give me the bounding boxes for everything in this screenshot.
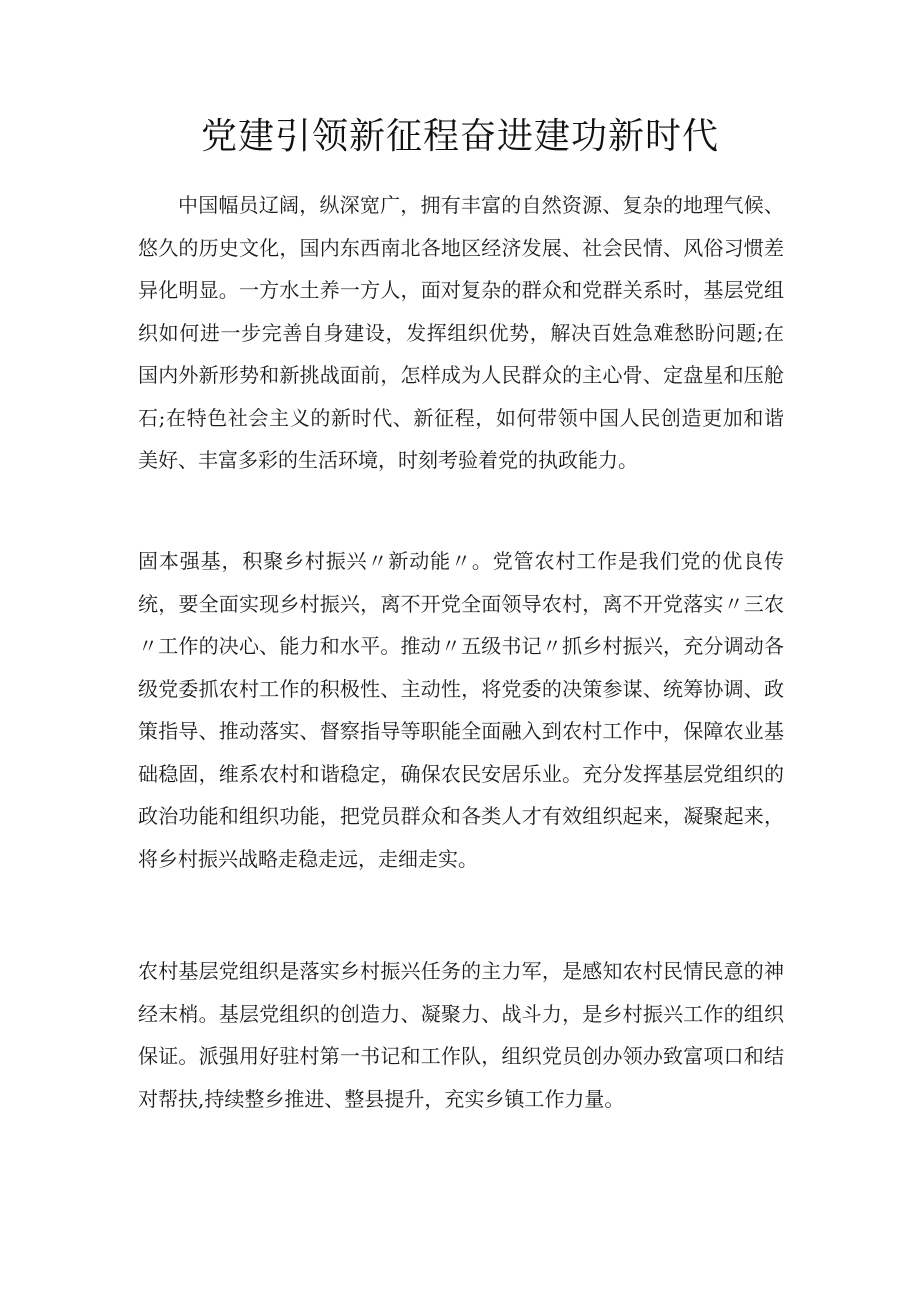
- paragraph-grassroots-organization: 农村基层党组织是落实乡村振兴任务的主力军，是感知农村民情民意的神经末梢。基层党组织的创造力、凝聚力、战斗力，是乡村振兴工作的组织保证。派强用好驻村第一书记和工作队，组织党员创办领办致富项口和结对帮扶,持续整乡推进、整县提升，充实乡镇工作力量。: [138, 959, 784, 1111]
- paragraph-rural-revitalization: 固本强基，积聚乡村振兴〃新动能〃。党管农村工作是我们党的优良传统，要全面实现乡村振兴，离不开党全面领导农村，离不开党落实〃三农〃工作的决心、能力和水平。推动〃五级书记〃抓乡村振兴，充分调动各级党委抓农村工作的积极性、主动性，将党委的决策参谋、统筹协调、政策指导、推动落实、督察指导等职能全面融入到农村工作中，保障农业基础稳固，维系农村和谐稳定，确保农民安居乐业。充分发挥基层党组织的政治功能和组织功能，把党员群众和各类人才有效组织起来，凝聚起来，将乡村振兴战略走稳走远，走细走实。: [138, 549, 784, 871]
- paragraph-intro: 中国幅员辽阔，纵深宽广，拥有丰富的自然资源、复杂的地理气候、悠久的历史文化，国内东西南北各地区经济发展、社会民情、风俗习惯差异化明显。一方水土养一方人，面对复杂的群众和党群关系时，基层党组织如何进一步完善自身建设，发挥组织优势，解决百姓急难愁盼问题;在国内外新形势和新挑战面前，怎样成为人民群众的主心骨、定盘星和压舱石;在特色社会主义的新时代、新征程，如何带领中国人民创造更加和谐美好、丰富多彩的生活环境，时刻考验着党的执政能力。: [138, 193, 784, 472]
- document-title: 党建引领新征程奋进建功新时代: [200, 116, 719, 157]
